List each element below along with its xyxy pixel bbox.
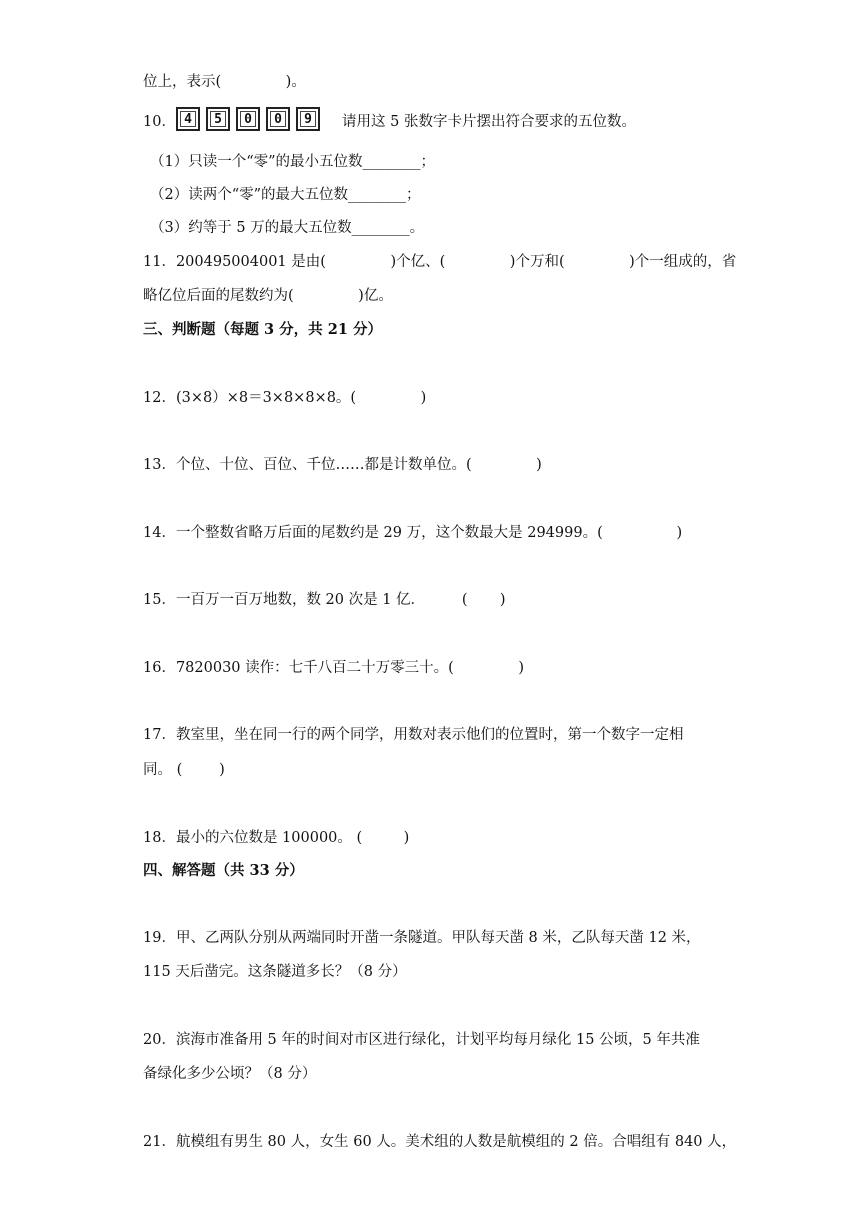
digit-card: 0 — [236, 107, 260, 131]
q18: 18．最小的六位数是 100000。 ( ) — [143, 830, 410, 846]
q11-line1: 11．200495004001 是由( )个亿、( )个万和( )个一组成的，省 — [143, 254, 737, 270]
q15: 15．一百万一百万地数，数 20 次是 1 亿． ( ) — [143, 592, 506, 608]
q21-line1: 21．航模组有男生 80 人，女生 60 人。美术组的人数是航模组的 2 倍。合唱组有 840 人， — [143, 1134, 737, 1150]
q20-line1: 20．滨海市准备用 5 年的时间对市区进行绿化，计划平均每月绿化 15 公顷，5 年共准 — [143, 1032, 700, 1048]
q14: 14．一个整数省略万后面的尾数约是 29 万，这个数最大是 294999。( ) — [143, 525, 683, 541]
q13: 13．个位、十位、百位、千位……都是计数单位。( ) — [143, 457, 542, 473]
q10-part3: （3）约等于 5 万的最大五位数________。 — [150, 220, 425, 236]
digit-card: 9 — [296, 107, 320, 131]
digit-card: 0 — [266, 107, 290, 131]
q17-line1: 17．教室里，坐在同一行的两个同学，用数对表示他们的位置时，第一个数字一定相 — [143, 727, 684, 743]
q19-line2: 115 天后凿完。这条隧道多长？（8 分） — [143, 964, 407, 980]
q11-line2: 略亿位后面的尾数约为( )亿。 — [143, 288, 393, 304]
q10-part2: （2）读两个“零”的最大五位数________； — [150, 187, 421, 203]
digit-card: 4 — [176, 107, 200, 131]
q19-line1: 19．甲、乙两队分别从两端同时开凿一条隧道。甲队每天凿 8 米，乙队每天凿 12 米， — [143, 930, 701, 946]
q16: 16．7820030 读作：七千八百二十万零三十。( ) — [143, 660, 524, 676]
q20-line2: 备绿化多少公顷？（8 分） — [143, 1066, 317, 1082]
q10-text: 请用这 5 张数字卡片摆出符合要求的五位数。 — [342, 114, 636, 130]
q9-continuation: 位上，表示( )。 — [143, 74, 306, 90]
digit-cards — [176, 107, 320, 131]
q12: 12．(3×8）×8＝3×8×8×8。( ) — [143, 390, 427, 406]
section-3-heading: 三、判断题（每题 3 分，共 21 分） — [143, 321, 382, 338]
q10-number: 10． — [143, 114, 176, 130]
section-4-heading: 四、解答题（共 33 分） — [143, 862, 304, 879]
digit-card: 5 — [206, 107, 230, 131]
q17-line2: 同。 ( ) — [143, 762, 225, 778]
q10-part1: （1）只读一个“零”的最小五位数________； — [150, 154, 436, 170]
